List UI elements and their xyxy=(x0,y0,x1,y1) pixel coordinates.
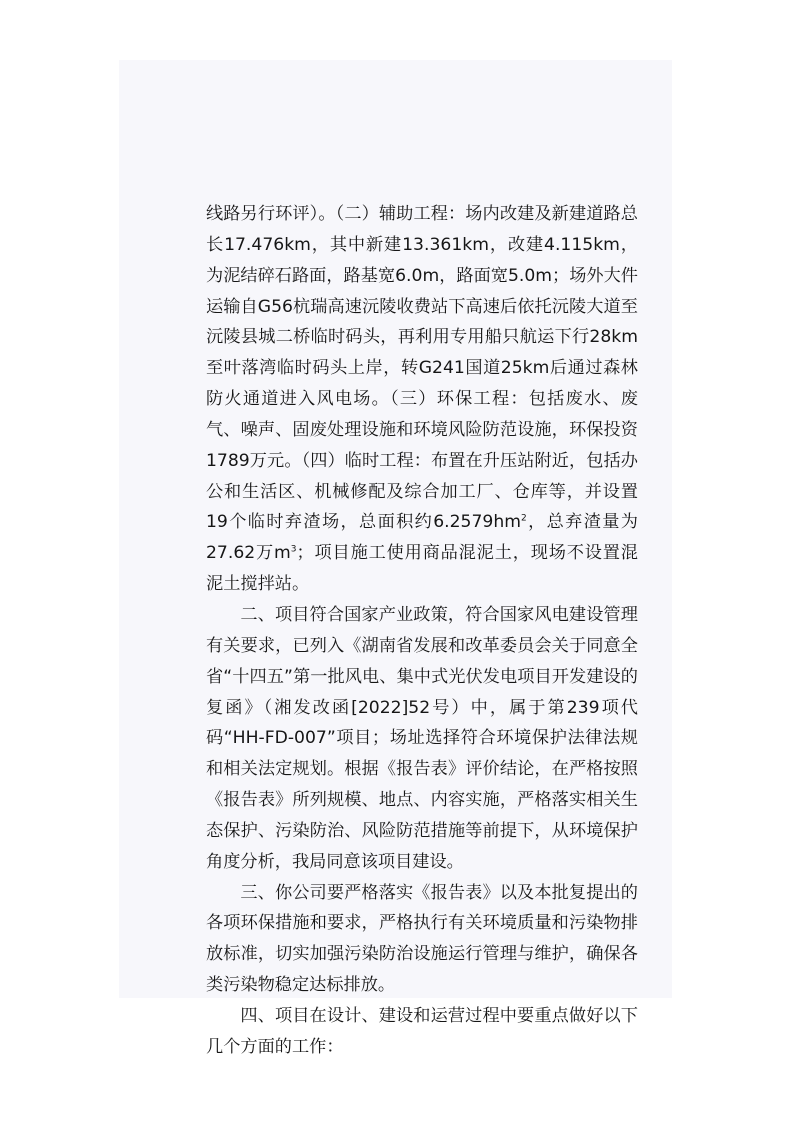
paragraph-text: 线路另行环评）。（二）辅助工程：场内改建及新建道路总长17.476km，其中新建13.361km，改建4.115km，为泥结碎石路面，路基宽6.0m，路面宽5.0m；场外大件运输自G56杭瑞高速沅陵收费站下高速后依托沅陵大道至沅陵县城二桥临时码头，再利用专用船只航运下行28km至叶落湾临时码头上岸，转G241国道25km后通过森林防火通道进入风电场。（三）环保工程：包括废水、废气、噪声、固废处理设施和环境风险防范设施，环保投资1789万元。（四）临时工程：布置在升压站附近，包括办公和生活区、机械修配及综合加工厂、仓库等，并设置19个临时弃渣场，总面积约6.2579hm xyxy=(206,204,638,533)
paragraph-text: ，总弃渣量为27.62万m xyxy=(206,512,638,564)
paragraph-continuation xyxy=(206,199,638,600)
superscript-volume-unit: 3 xyxy=(290,544,297,555)
paragraph-item-2: 二、项目符合国家产业政策，符合国家风电建设管理有关要求，已列入《湖南省发展和改革委员会关于同意全省“十四五”第一批风电、集中式光伏发电项目开发建设的复函》（湘发改函[2022]52号）中，属于第239项代码“HH-FD-007”项目；场址选择符合环境保护法律法规和相关法定规划。根据《报告表》评价结论，在严格按照《报告表》所列规模、地点、内容实施，严格落实相关生态保护、污染防治、风险防范措施等前提下，从环境保护角度分析，我局同意该项目建设。 xyxy=(206,604,638,872)
paragraph-item-3: 三、你公司要严格落实《报告表》以及本批复提出的各项环保措施和要求，严格执行有关环境质量和污染物排放标准，切实加强污染防治设施运行管理与维护，确保各类污染物稳定达标排放。 xyxy=(206,882,638,996)
superscript-area-unit: 2 xyxy=(520,513,527,524)
paragraph-item-4: 四、项目在设计、建设和运营过程中要重点做好以下几个方面的工作： xyxy=(206,1005,638,1057)
paragraph-text: ；项目施工使用商品混泥土，现场不设置混泥土搅拌站。 xyxy=(206,543,638,595)
document-body xyxy=(206,199,638,1063)
